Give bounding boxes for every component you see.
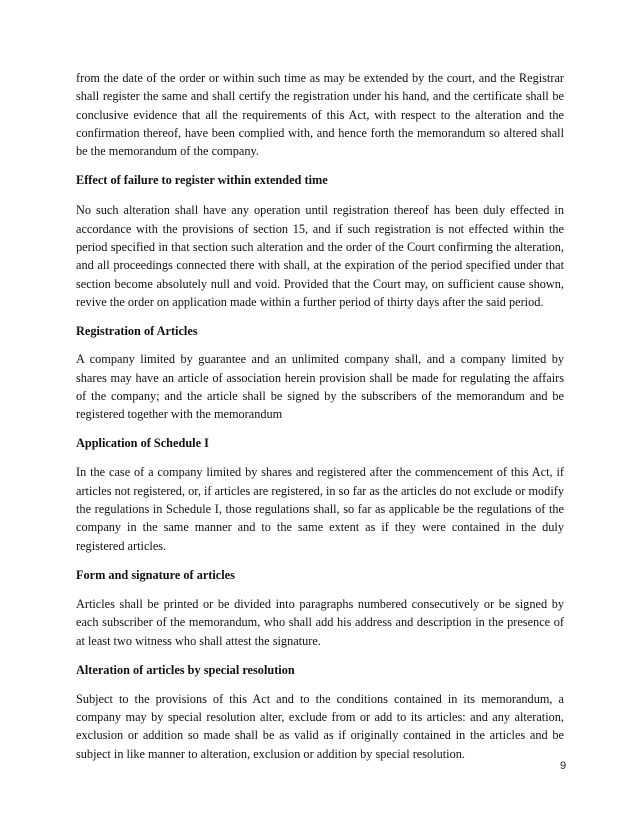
section-heading: Alteration of articles by special resolution <box>76 662 295 677</box>
body-paragraph: No such alteration shall have any operation until registration thereof has been duly effected in accordance with the provisions of section 15, and if such registration is not effected within the period specified in that section such alteration and the order of the Court confirming the alteration, and all proceedings connected there with shall, at the expiration of the period specified under that section become absolutely null and void. Provided that the Court may, on sufficient cause shown, revive the order on application made within a further period of thirty days after the said period. <box>76 203 564 309</box>
section-heading: Registration of Articles <box>76 324 198 339</box>
section-heading: Form and signature of articles <box>76 567 235 582</box>
section-heading: Effect of failure to register within extended time <box>76 173 328 188</box>
page-number: 9 <box>559 760 567 772</box>
section-heading: Application of Schedule I <box>76 436 209 451</box>
body-paragraph: Articles shall be printed or be divided into paragraphs numbered consecutively or be signed by each subscriber of the memorandum, who shall add his address and description in the presence of at least two witness who shall attest the signature. <box>76 596 564 648</box>
document-page <box>76 69 564 763</box>
body-paragraph: Subject to the provisions of this Act and to the conditions contained in its memorandum, a company may by special resolution alter, exclude from or add to its articles: and any alteration, exclusion or addition so made shall be as valid as if originally contained in the articles and be subject in like manner to alteration, exclusion or addition by special resolution. <box>76 691 564 761</box>
body-paragraph: A company limited by guarantee and an unlimited company shall, and a company limited by shares may have an article of association herein provision shall be made for regulating the affairs of the company; and the article shall be signed by the subscribers of the memorandum and be registered together with the memorandum <box>76 352 564 422</box>
body-paragraph: from the date of the order or within such time as may be extended by the court, and the Registrar shall register the same and shall certify the registration under his hand, and the certificate shall be conclusive evidence that all the requirements of this Act, with respect to the alteration and the confirmation thereof, have been complied with, and hence forth the memorandum so altered shall be the memorandum of the company. <box>76 71 564 159</box>
body-paragraph: In the case of a company limited by shares and registered after the commencement of this Act, if articles not registered, or, if articles are registered, in so far as the articles do not exclude or modify the regulations in Schedule I, those regulations shall, so far as applicable be the regulations of the company in the same manner and to the same extent as if they were contained in the duly registered articles. <box>76 465 564 553</box>
